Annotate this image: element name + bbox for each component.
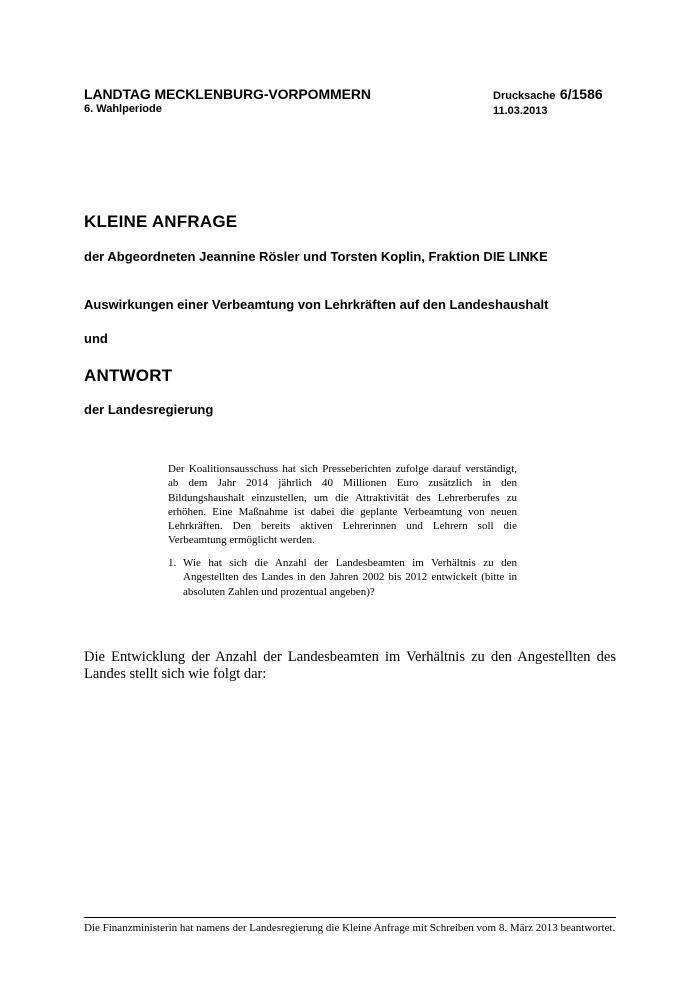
footnote-divider bbox=[84, 917, 616, 918]
connector-word: und bbox=[84, 331, 108, 346]
intro-paragraph: Der Koalitionsausschuss hat sich Presseberichten zufolge darauf verständigt, ab dem Jahr 2014 jährlich 40 Millionen Euro zusätzlich in den Bildungshaushalt einzustellen, um die Attraktivität des Lehrerberufes zu erhöhen. Eine Maßnahme ist dabei die geplante Verbeamtung von neuen Lehrkräften. Den bereits aktiven Lehrerinnen und Lehrern soll die Verbeamtung ermöglicht werden. bbox=[168, 463, 517, 547]
answer-heading: ANTWORT bbox=[84, 366, 173, 385]
footnote-text: Die Finanzministerin hat namens der Landesregierung die Kleine Anfrage mit Schreiben vom 8. März 2013 beantwortet. bbox=[84, 922, 616, 934]
question-text: Wie hat sich die Anzahl der Landesbeamten im Verhältnis zu den Angestellten des Landes in den Jahren 2002 bis 2012 entwickelt (bitte in absoluten Zahlen und prozentual angeben)? bbox=[183, 557, 517, 598]
document-date: 11.03.2013 bbox=[493, 105, 548, 117]
authors-line: der Abgeordneten Jeannine Rösler und Torsten Koplin, Fraktion DIE LINKE bbox=[84, 249, 548, 264]
drucksache-label: Drucksache bbox=[493, 90, 556, 102]
parliament-name: LANDTAG MECKLENBURG-VORPOMMERN bbox=[84, 86, 371, 102]
question-number: 1. bbox=[168, 557, 177, 569]
legislative-period: 6. Wahlperiode bbox=[84, 103, 162, 115]
header-left bbox=[84, 86, 371, 116]
drucksache-line bbox=[493, 86, 603, 104]
answer-by-line: der Landesregierung bbox=[84, 402, 214, 417]
question-item bbox=[168, 556, 517, 599]
answer-paragraph: Die Entwicklung der Anzahl der Landesbeamten im Verhältnis zu den Angestellten des Landes stellt sich wie folgt dar: bbox=[84, 649, 616, 682]
drucksache-number: 6/1586 bbox=[559, 86, 603, 102]
document-type-heading: KLEINE ANFRAGE bbox=[84, 212, 238, 231]
subject-line: Auswirkungen einer Verbeamtung von Lehrkräften auf den Landeshaushalt bbox=[84, 297, 549, 312]
header-right bbox=[493, 86, 603, 118]
